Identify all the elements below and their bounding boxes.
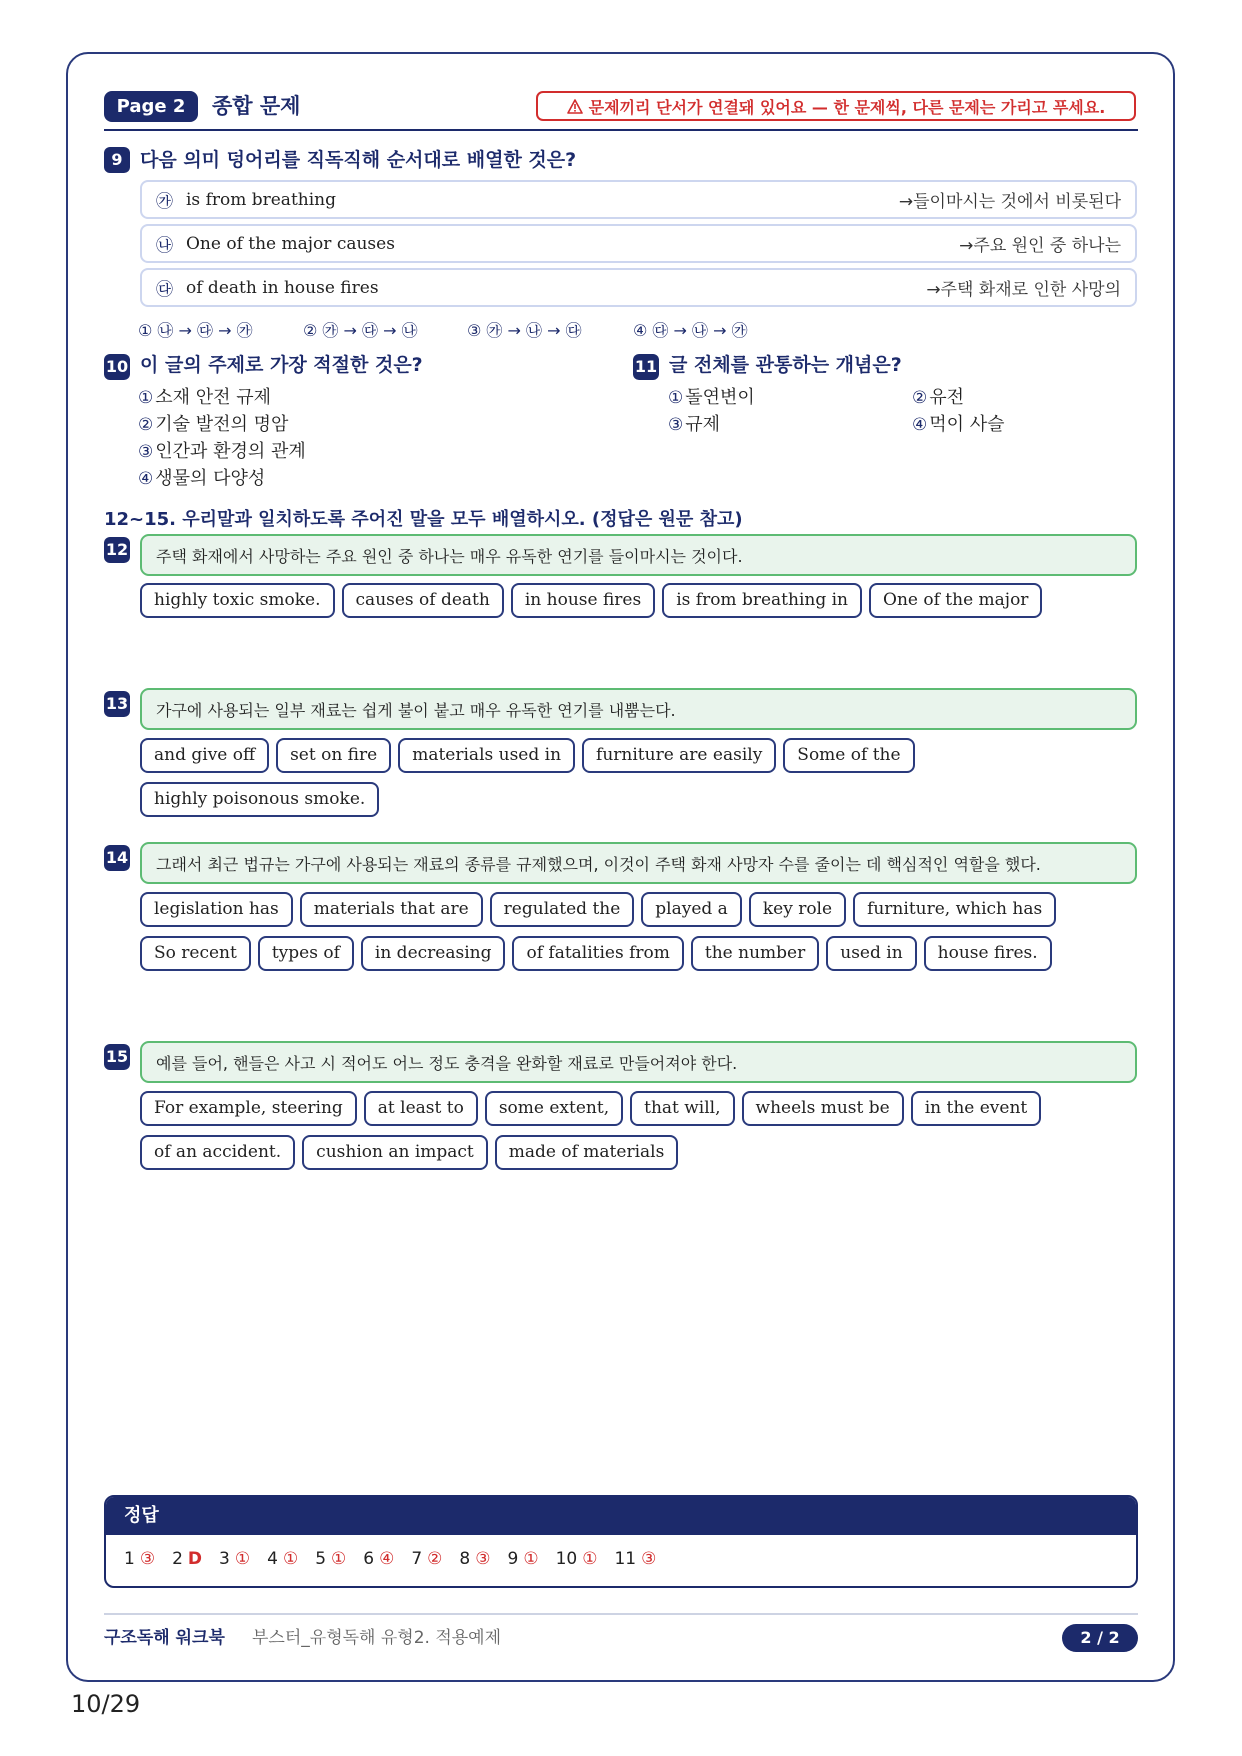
question-number-10: 10 (104, 354, 130, 380)
q11-option-3[interactable]: ③ 규제 (668, 414, 721, 435)
chunk-marker: ㉯ (156, 236, 173, 256)
answer-item: 6 ④ (363, 1549, 395, 1569)
word-tile[interactable]: materials used in (398, 738, 575, 773)
word-tile[interactable]: at least to (364, 1091, 478, 1126)
word-tile[interactable]: of an accident. (140, 1135, 295, 1170)
korean-prompt-13: 가구에 사용되는 일부 재료는 쉽게 불이 붙고 매우 유독한 연기를 내뿜는다. (140, 688, 1137, 730)
word-tile[interactable]: causes of death (342, 583, 504, 618)
word-tiles-13 (140, 738, 1140, 817)
question-number-15: 15 (104, 1044, 130, 1070)
option-3[interactable]: ③ ㉮ → ㉯ → ㉰ (467, 321, 582, 340)
chunk-na (140, 224, 1137, 263)
question-number-14: 14 (104, 845, 130, 871)
header-divider (104, 129, 1138, 131)
q11-option-2[interactable]: ② 유전 (912, 387, 965, 408)
footer-title: 구조독해 워크북 (104, 1628, 225, 1648)
word-tile[interactable]: cushion an impact (302, 1135, 488, 1170)
answer-key-title: 정답 (106, 1497, 1136, 1535)
q10-option-2[interactable]: ② 기술 발전의 명암 (138, 414, 289, 435)
answer-item: 8 ③ (459, 1549, 491, 1569)
word-tile[interactable]: furniture are easily (582, 738, 776, 773)
word-tile[interactable]: used in (826, 936, 916, 971)
word-tile[interactable]: made of materials (495, 1135, 679, 1170)
word-tile[interactable]: types of (258, 936, 354, 971)
chunk-marker: ㉮ (156, 192, 173, 212)
word-tile[interactable]: that will, (630, 1091, 734, 1126)
footer-subtitle: 부스터_유형독해 유형2. 적용예제 (252, 1628, 502, 1648)
word-tile[interactable]: highly toxic smoke. (140, 583, 335, 618)
answer-list (106, 1535, 1136, 1569)
question-number-12: 12 (104, 537, 130, 563)
chunk-korean: →주요 원인 중 하나는 (959, 236, 1121, 256)
answer-item: 4 ① (267, 1549, 299, 1569)
word-tile[interactable]: materials that are (300, 892, 483, 927)
warning-banner (536, 91, 1136, 121)
question-9-options (138, 318, 748, 341)
answer-item: 5 ① (315, 1549, 347, 1569)
word-tile[interactable]: is from breathing in (662, 583, 862, 618)
answer-item: 9 ① (507, 1549, 539, 1569)
question-number-13: 13 (104, 691, 130, 717)
answer-item: 1 ③ (124, 1549, 156, 1569)
footer-page-indicator: 2 / 2 (1062, 1624, 1138, 1652)
question-9-title: 다음 의미 덩어리를 직독직해 순서대로 배열한 것은? (140, 149, 577, 171)
chunk-marker: ㉰ (156, 280, 173, 300)
word-tile[interactable]: and give off (140, 738, 269, 773)
korean-prompt-14: 그래서 최근 법규는 가구에 사용되는 재료의 종류를 규제했으며, 이것이 주택 화재 사망자 수를 줄이는 데 핵심적인 역할을 했다. (140, 842, 1137, 884)
answer-item: 11 ③ (614, 1549, 657, 1569)
chunk-english: of death in house fires (186, 277, 379, 298)
word-tiles-12 (140, 583, 1140, 618)
question-11-title: 글 전체를 관통하는 개념은? (669, 354, 902, 376)
word-tiles-14 (140, 892, 1140, 971)
chunk-english: is from breathing (186, 189, 336, 210)
answer-item: 3 ① (219, 1549, 251, 1569)
word-tile[interactable]: set on fire (276, 738, 391, 773)
q11-option-4[interactable]: ④ 먹이 사슬 (912, 414, 1005, 435)
question-number-11: 11 (633, 354, 659, 380)
word-tile[interactable]: some extent, (485, 1091, 623, 1126)
word-tile[interactable]: played a (641, 892, 742, 927)
chunk-korean: →주택 화재로 인한 사망의 (926, 280, 1121, 300)
footer-divider (104, 1613, 1138, 1615)
section-title: 12~15. 우리말과 일치하도록 주어진 말을 모두 배열하시오. (정답은 원문 참고) (104, 509, 743, 530)
word-tile[interactable]: key role (749, 892, 846, 927)
korean-prompt-15: 예를 들어, 핸들은 사고 시 적어도 어느 정도 충격을 완화할 재료로 만들어져야 한다. (140, 1041, 1137, 1083)
q10-option-3[interactable]: ③ 인간과 환경의 관계 (138, 441, 306, 462)
word-tile[interactable]: wheels must be (742, 1091, 904, 1126)
warning-text: 문제끼리 단서가 연결돼 있어요 — 한 문제씩, 다른 문제는 가리고 푸세요. (588, 97, 1106, 117)
q10-option-4[interactable]: ④ 생물의 다양성 (138, 468, 266, 489)
answer-item: 10 ① (555, 1549, 598, 1569)
word-tile[interactable]: Some of the (783, 738, 914, 773)
chunk-da (140, 268, 1137, 307)
answer-item: 2 D (172, 1549, 203, 1569)
question-10-title: 이 글의 주제로 가장 적절한 것은? (140, 354, 423, 376)
word-tile[interactable]: the number (691, 936, 819, 971)
answer-item: 7 ② (411, 1549, 443, 1569)
document-page-count: 10/29 (71, 1690, 141, 1718)
word-tile[interactable]: highly poisonous smoke. (140, 782, 379, 817)
word-tile[interactable]: of fatalities from (512, 936, 683, 971)
word-tile[interactable]: in house fires (511, 583, 655, 618)
word-tile[interactable]: furniture, which has (853, 892, 1056, 927)
warning-triangle-icon (567, 99, 583, 114)
option-4[interactable]: ④ ㉰ → ㉯ → ㉮ (633, 321, 748, 340)
word-tile[interactable]: One of the major (869, 583, 1042, 618)
chunk-english: One of the major causes (186, 233, 395, 254)
korean-prompt-12: 주택 화재에서 사망하는 주요 원인 중 하나는 매우 유독한 연기를 들이마시는 것이다. (140, 534, 1137, 576)
word-tile[interactable]: legislation has (140, 892, 293, 927)
word-tiles-15 (140, 1091, 1140, 1170)
question-number-9: 9 (104, 147, 130, 173)
answer-key (104, 1495, 1138, 1588)
word-tile[interactable]: So recent (140, 936, 251, 971)
word-tile[interactable]: in the event (911, 1091, 1042, 1126)
q10-option-1[interactable]: ① 소재 안전 규제 (138, 387, 272, 408)
chunk-korean: →들이마시는 것에서 비롯된다 (898, 192, 1121, 212)
q11-option-1[interactable]: ① 돌연변이 (668, 387, 755, 408)
word-tile[interactable]: house fires. (924, 936, 1052, 971)
option-1[interactable]: ① ㉯ → ㉰ → ㉮ (138, 321, 253, 340)
chunk-ga (140, 180, 1137, 219)
option-2[interactable]: ② ㉮ → ㉰ → ㉯ (303, 321, 418, 340)
word-tile[interactable]: For example, steering (140, 1091, 357, 1126)
word-tile[interactable]: regulated the (490, 892, 635, 927)
page-title: 종합 문제 (212, 94, 301, 118)
page-label: Page 2 (104, 91, 198, 122)
word-tile[interactable]: in decreasing (361, 936, 506, 971)
